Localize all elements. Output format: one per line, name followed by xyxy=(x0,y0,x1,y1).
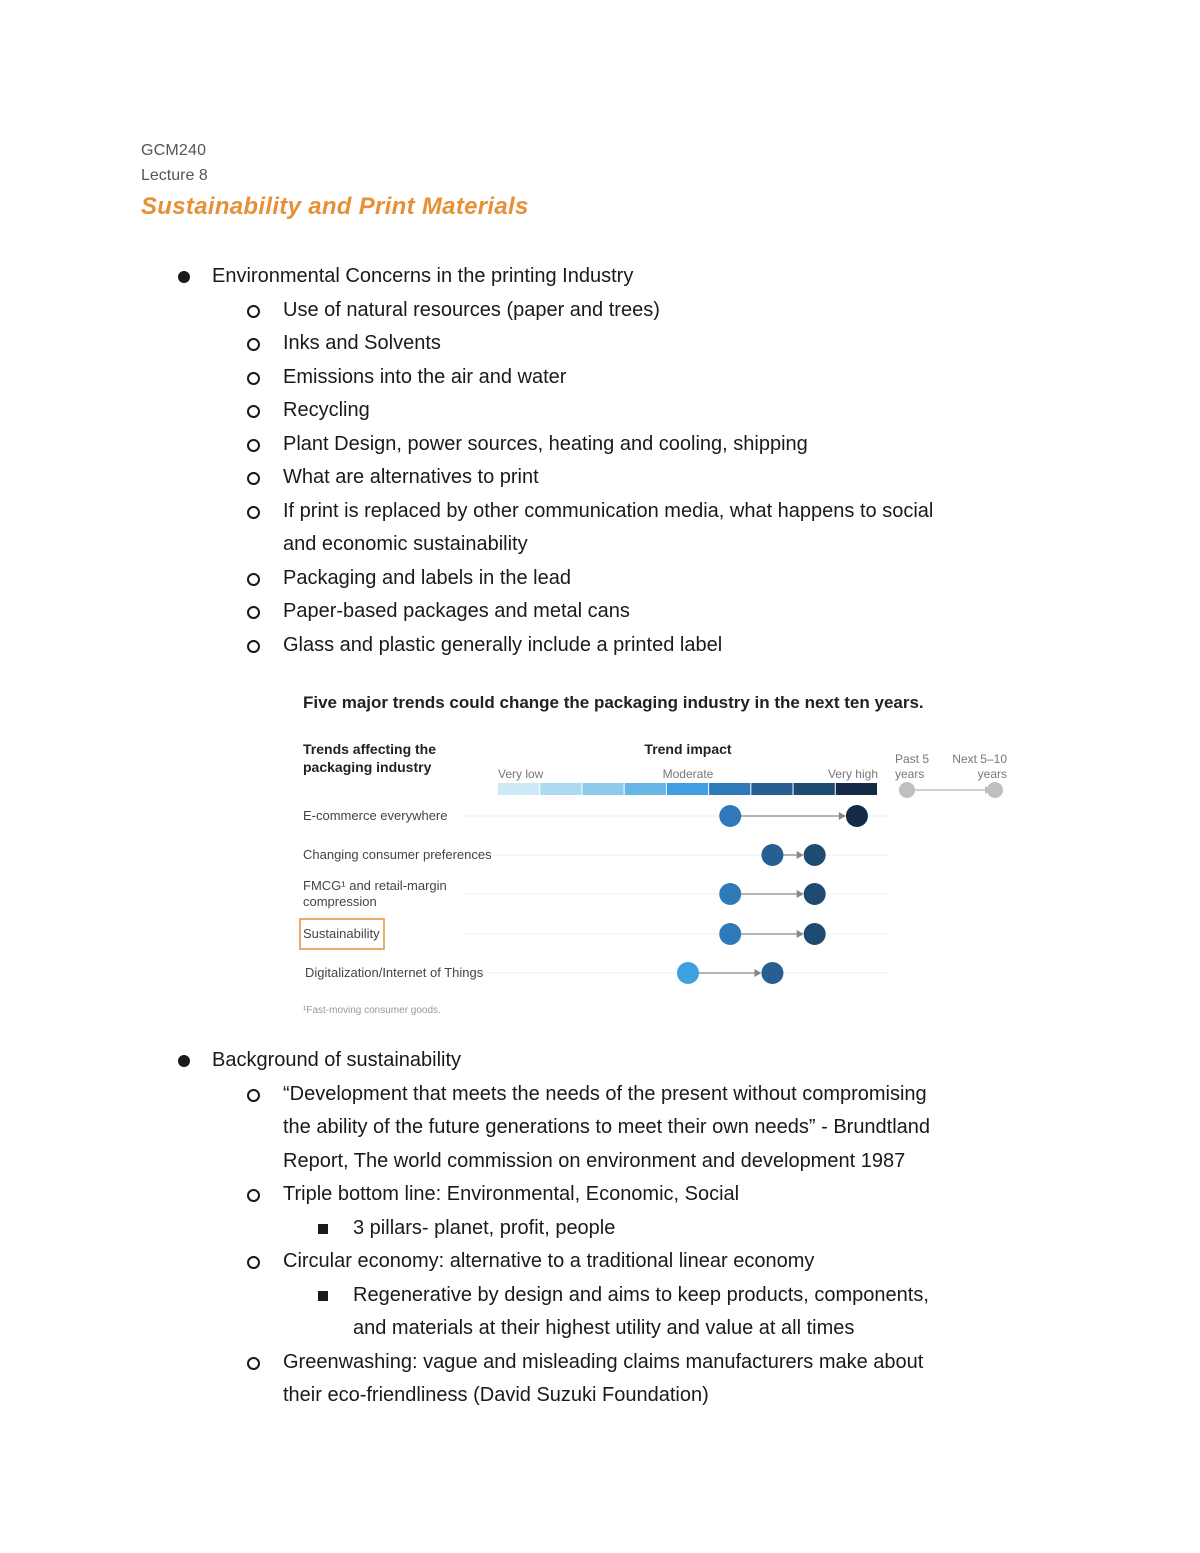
scale-segment xyxy=(794,783,835,795)
row-arrow xyxy=(839,812,846,820)
bullet-circle xyxy=(247,640,260,653)
scale-segment xyxy=(836,783,877,795)
bullet-circle xyxy=(247,1089,260,1102)
bullet-circle xyxy=(247,372,260,385)
bullet-square xyxy=(318,1291,328,1301)
past-dot xyxy=(677,962,699,984)
list-item-text: and materials at their highest utility and value at all times xyxy=(353,1317,855,1339)
list-item-text: Inks and Solvents xyxy=(283,332,441,354)
next-dot xyxy=(761,962,783,984)
lecture-number: Lecture 8 xyxy=(141,167,208,184)
list-item-text: their eco-friendliness (David Suzuki Foundation) xyxy=(283,1384,709,1406)
list-item-text: Plant Design, power sources, heating and cooling, shipping xyxy=(283,432,808,455)
list-item-text: Packaging and labels in the lead xyxy=(283,566,571,589)
list-item-text: Regenerative by design and aims to keep products, components, xyxy=(353,1283,929,1306)
course-code: GCM240 xyxy=(141,142,207,159)
legend-next-label: years xyxy=(977,767,1007,781)
scale-segment xyxy=(751,783,792,795)
list-item-text: Greenwashing: vague and misleading claims manufacturers make about xyxy=(283,1350,924,1373)
past-dot xyxy=(719,805,741,827)
scale-segment xyxy=(540,783,581,795)
packaging-trends-figure xyxy=(295,685,1025,1020)
list-item-text: What are alternatives to print xyxy=(283,466,539,488)
list-item-text: Circular economy: alternative to a traditional linear economy xyxy=(283,1250,815,1272)
bullet-disc xyxy=(178,271,190,283)
figure-title: Five major trends could change the packaging industry in the next ten years. xyxy=(303,693,924,712)
row-header: packaging industry xyxy=(303,759,432,775)
next-dot xyxy=(804,844,826,866)
scale-header: Trend impact xyxy=(644,741,732,757)
scale-segment xyxy=(709,783,750,795)
row-arrow xyxy=(754,969,761,977)
bullet-square xyxy=(318,1224,328,1234)
bullet-disc xyxy=(178,1055,190,1067)
row-label: FMCG¹ and retail-margin xyxy=(303,878,447,893)
row-label: compression xyxy=(303,894,377,909)
past-dot xyxy=(719,883,741,905)
bullet-circle xyxy=(247,405,260,418)
row-header: Trends affecting the xyxy=(303,741,437,757)
page-title: Sustainability and Print Materials xyxy=(141,193,529,220)
past-dot xyxy=(761,844,783,866)
list-item-text: If print is replaced by other communication media, what happens to social xyxy=(283,499,934,522)
scale-segment xyxy=(498,783,539,795)
legend-past-dot xyxy=(899,782,915,798)
scale-segment xyxy=(625,783,666,795)
section-heading: Environmental Concerns in the printing Industry xyxy=(212,265,634,287)
trend-chart xyxy=(295,685,1025,1020)
scale-label: Very high xyxy=(827,767,878,781)
list-item-text: Use of natural resources (paper and trees) xyxy=(283,298,660,321)
legend-next-dot xyxy=(987,782,1003,798)
row-arrow xyxy=(797,930,804,938)
row-label: Changing consumer preferences xyxy=(303,847,492,862)
legend-past-label: years xyxy=(895,767,925,781)
scale-segment xyxy=(582,783,623,795)
list-item-text: 3 pillars- planet, profit, people xyxy=(353,1216,616,1239)
list-item-text: Emissions into the air and water xyxy=(283,365,567,388)
scale-label: Moderate xyxy=(662,767,714,781)
list-item-text: Recycling xyxy=(283,399,370,421)
bullet-circle xyxy=(247,1189,260,1202)
scale-segment xyxy=(667,783,708,795)
list-item-text: Triple bottom line: Environmental, Economic, Social xyxy=(283,1183,740,1205)
row-arrow xyxy=(797,890,804,898)
row-label: Digitalization/Internet of Things xyxy=(305,965,484,980)
row-label: Sustainability xyxy=(303,926,380,941)
bullet-circle xyxy=(247,506,260,519)
list-item-text: Glass and plastic generally include a printed label xyxy=(283,633,723,656)
scale-label: Very low xyxy=(498,767,544,781)
past-dot xyxy=(719,923,741,945)
bullet-circle xyxy=(247,573,260,586)
bullet-circle xyxy=(247,1357,260,1370)
bullet-circle xyxy=(247,606,260,619)
list-item-text: Paper-based packages and metal cans xyxy=(283,600,630,622)
list-item-text: “Development that meets the needs of the present without compromising xyxy=(283,1082,927,1105)
bullet-circle xyxy=(247,1256,260,1269)
next-dot xyxy=(846,805,868,827)
row-arrow xyxy=(797,851,804,859)
legend-next-label: Next 5–10 xyxy=(952,752,1007,766)
section-heading: Background of sustainability xyxy=(212,1049,462,1071)
chart-footnote: ¹Fast-moving consumer goods. xyxy=(303,1005,441,1016)
next-dot xyxy=(804,883,826,905)
list-item-text: and economic sustainability xyxy=(283,533,528,555)
bullet-circle xyxy=(247,338,260,351)
legend-past-label: Past 5 xyxy=(895,752,930,766)
list-item-text: Report, The world commission on environment and development 1987 xyxy=(283,1149,906,1172)
list-item-text: the ability of the future generations to meet their own needs” - Brundtland xyxy=(283,1116,931,1138)
row-label: E-commerce everywhere xyxy=(303,808,448,823)
next-dot xyxy=(804,923,826,945)
bullet-circle xyxy=(247,305,260,318)
bullet-circle xyxy=(247,439,260,452)
bullet-circle xyxy=(247,472,260,485)
